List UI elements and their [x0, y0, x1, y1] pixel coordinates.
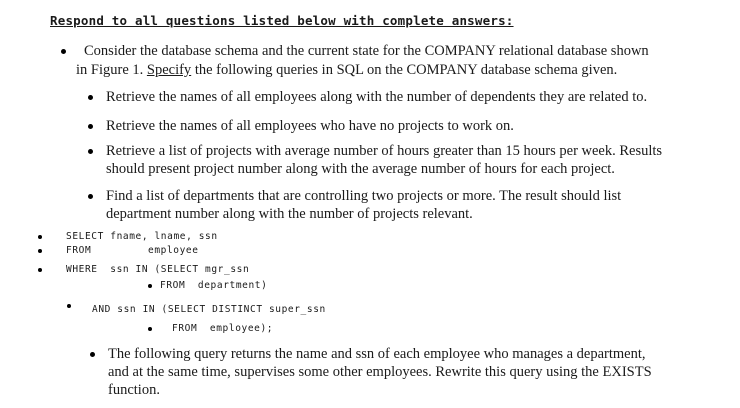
bullet	[148, 327, 152, 331]
intro-line-2	[76, 61, 617, 79]
sql-from-table: employee	[148, 245, 199, 256]
sql-from-keyword: FROM	[66, 245, 92, 256]
sql-and-clause: ssn IN (SELECT DISTINCT super_ssn	[117, 304, 326, 315]
sql-and-line	[92, 304, 326, 315]
sql-keyword: FROM	[172, 323, 198, 334]
intro-line-2-end: the following queries in SQL on the COMPANY database schema given.	[191, 62, 618, 78]
bullet	[67, 304, 71, 308]
question-3-line-2: should present project number along with the average number of hours for each project.	[106, 161, 615, 177]
sql-keyword: FROM	[160, 280, 186, 291]
bullet	[88, 194, 93, 199]
bullet	[88, 149, 93, 154]
bullet	[88, 124, 93, 129]
final-question-line-1: The following query returns the name and ssn of each employee who manages a department,	[108, 346, 646, 362]
question-1: Retrieve the names of all employees along with the number of dependents they are related to.	[106, 89, 648, 105]
bullet	[38, 249, 42, 253]
sql-table: employee);	[209, 323, 274, 334]
bullet	[61, 49, 66, 54]
intro-line-1: Consider the database schema and the current state for the COMPANY relational database shown	[84, 43, 649, 59]
sql-table: department)	[197, 280, 268, 291]
sql-keyword: AND	[92, 304, 111, 315]
final-question-line-3: function.	[108, 382, 160, 398]
sql-subquery-1-line	[160, 280, 267, 291]
bullet	[38, 235, 42, 239]
bullet	[148, 284, 152, 288]
question-4-line-2: department number along with the number of projects relevant.	[106, 206, 473, 222]
instructions-heading: Respond to all questions listed below with complete answers:	[50, 13, 514, 28]
sql-subquery-2-line	[172, 323, 273, 334]
question-2: Retrieve the names of all employees who have no projects to work on.	[106, 118, 514, 134]
sql-where-clause: ssn IN (SELECT mgr_ssn	[110, 264, 250, 275]
final-question-line-2: and at the same time, supervises some other employees. Rewrite this query using the EXISTS	[108, 364, 652, 380]
specify-word: Specify	[146, 62, 192, 78]
intro-line-2-start: in Figure 1.	[76, 62, 147, 78]
sql-keyword: WHERE	[66, 264, 98, 275]
sql-columns: fname, lname, ssn	[110, 231, 218, 242]
question-3-line-1: Retrieve a list of projects with average number of hours greater than 15 hours per week. Results	[106, 143, 663, 159]
bullet	[90, 352, 95, 357]
question-4-line-1: Find a list of departments that are controlling two projects or more. The result should list	[106, 188, 622, 204]
sql-keyword: SELECT	[66, 231, 104, 242]
bullet	[38, 268, 42, 272]
bullet	[88, 95, 93, 100]
sql-where-line	[66, 264, 249, 275]
sql-select-line	[66, 231, 218, 242]
